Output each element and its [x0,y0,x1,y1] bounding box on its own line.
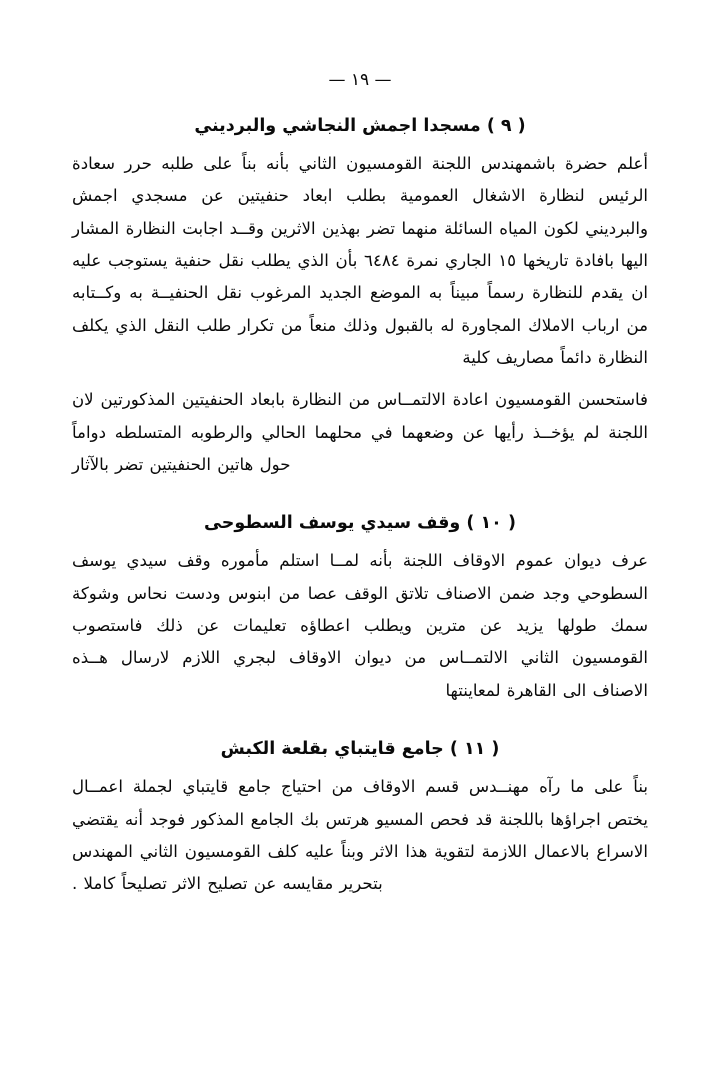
section-spacer [72,709,648,723]
section-9-paragraph-2: فاستحسن القومسيون اعادة الالتمــاس من النظارة بابعاد الحنفيتين المذكورتين لان اللجنة لم يؤخــذ رأيها عن وضعهما في محلهما الحالي والرطوبه المتسلطه دواماً حول هاتين الحنفيتين تضر بالآثار [72,390,648,475]
section-heading-10: ( ١٠ ) وقف سيدي يوسف السطوحى [204,513,516,534]
paragraph-spacer [72,376,648,384]
page-number: — ١٩ — [328,70,392,90]
section-10-paragraph-1: عرف ديوان عموم الاوقاف اللجنة بأنه لمــا استلم مأموره وقف سيدي يوسف السطوحي وجد ضمن الاصناف تلاتق الوقف عصا من ابنوس ودست نحاس وشوكة سمك طولها يزيد عن مترين ويطلب اعطاؤه تعليمات عن ذلك فاستصوب القومسيون الثاني الالتمــاس من ديوان الاوقاف لبجري اللازم لارسال هــذه الاصناف الى القاهرة لمعاينتها [72,551,648,700]
section-9-paragraph-1: أعلم حضرة باشمهندس اللجنة القومسيون الثاني بأنه بناً على طلبه حرر سعادة الرئيس لنظارة الاشغال العمومية بطلب ابعاد حنفيتين عن مسجدي اجمش والبرديني لكون المياه السائلة منهما تضر بهذين الاثرين وقــد اجابت النظارة المشار اليها بافادة تاريخها ١٥ الجاري نمرة ٦٤٨٤ بأن الذي يطلب نقل حنفية يستوجب عليه ان يقدم للنظارة رسماً مبيناً به الموضع الجديد المرغوب نقل الحنفيــة به وكــتابه من ارباب الاملاك المجاورة له بالقبول وذلك منعاً من تكرار طلب النقل الذي يكلف النظارة دائماً مصاريف كلية [72,154,648,368]
section-heading-9: ( ٩ ) مسجدا اجمش النجاشي والبرديني [194,116,526,136]
section-heading-11: ( ١١ ) جامع قايتباي بقلعة الكبش [220,739,500,760]
section-spacer [72,483,648,497]
section-11-paragraph-1: بناً على ما رآه مهنــدس قسم الاوقاف من احتياج جامع قايتباي لجملة اعمــال يختص اجراؤها باللجنة قد فحص المسيو هرتس بك الجامع المذكور فوجد أنه يقتضي الاسراع بالاعمال اللازمة لتقوية هذا الاثر وبناً عليه كلف القومسيون الثاني المهندس بتحرير مقايسه عن تصليح الاثر تصليحاً كاملا . [72,777,648,894]
